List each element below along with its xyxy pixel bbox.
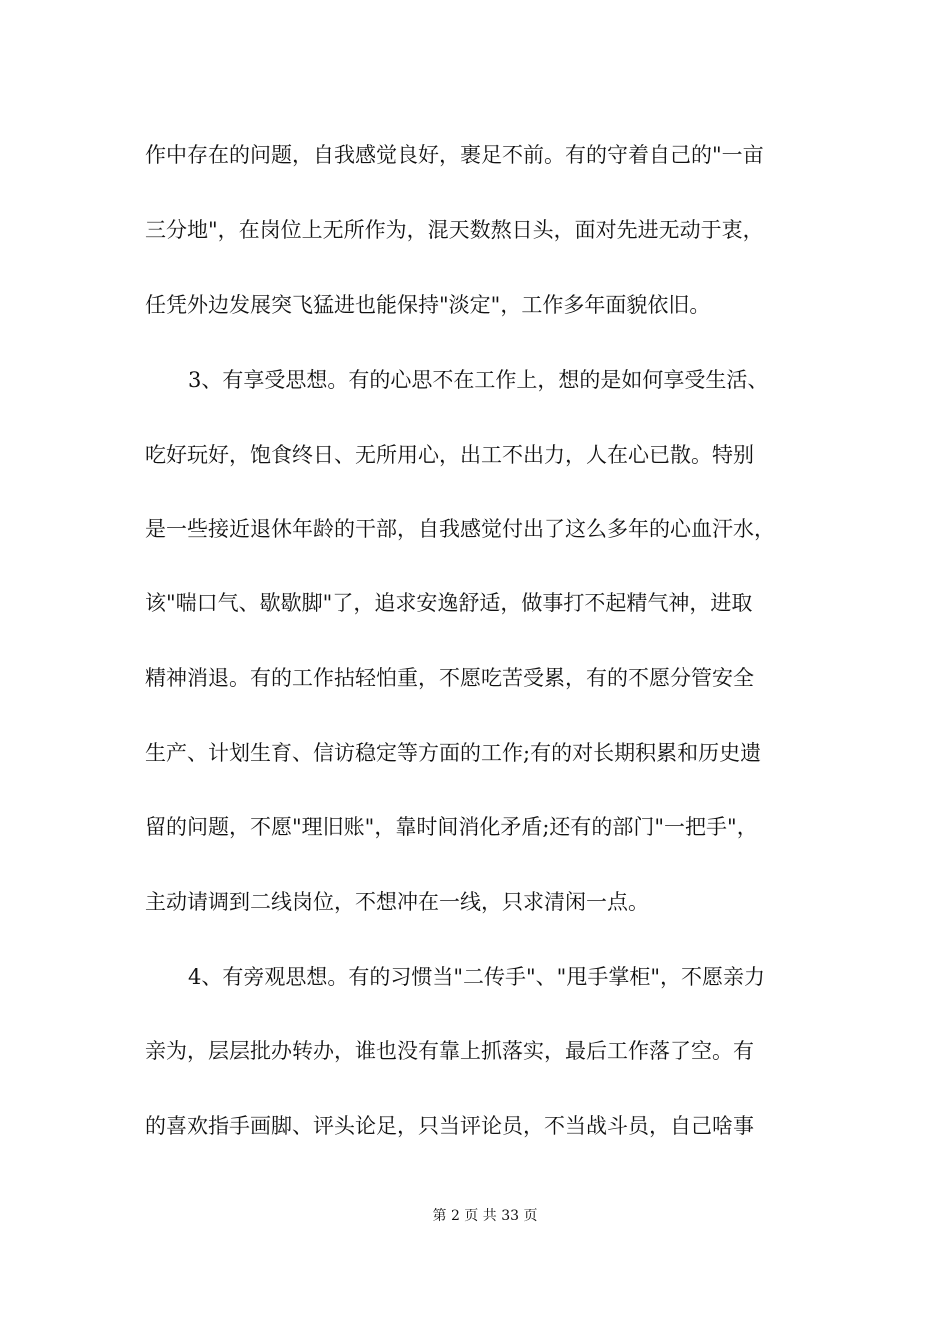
text-line: 的喜欢指手画脚、评头论足，只当评论员，不当战斗员，自己啥事 [145, 1114, 754, 1138]
text-line: 留的问题，不愿"理旧账"，靠时间消化矛盾;还有的部门"一把手"， [145, 815, 758, 839]
page-number-footer: 第 2 页 共 33 页 [432, 1208, 538, 1224]
text-line: 主动请调到二线岗位，不想冲在一线，只求清闲一点。 [145, 890, 649, 914]
text-line: 三分地"，在岗位上无所作为，混天数熬日头，面对先进无动于衷， [145, 218, 764, 242]
text-line: 任凭外边发展突飞猛进也能保持"淡定"，工作多年面貌依旧。 [145, 293, 711, 317]
text-line: 该"喘口气、歇歇脚"了，追求安逸舒适，做事打不起精气神，进取 [145, 591, 753, 615]
text-line: 作中存在的问题，自我感觉良好，裹足不前。有的守着自己的"一亩 [145, 143, 764, 167]
text-line: 精神消退。有的工作拈轻怕重，不愿吃苦受累，有的不愿分管安全 [145, 666, 754, 690]
paragraph-start-line: 4、有旁观思想。有的习惯当"二传手"、"甩手掌柜"，不愿亲力 [188, 965, 765, 989]
text-line: 吃好玩好，饱食终日、无所用心，出工不出力，人在心已散。特别 [145, 443, 754, 467]
text-line: 亲为，层层批办转办，谁也没有靠上抓落实，最后工作落了空。有 [145, 1039, 754, 1063]
paragraph-start-line: 3、有享受思想。有的心思不在工作上，想的是如何享受生活、 [188, 368, 769, 392]
text-line: 是一些接近退休年龄的干部，自我感觉付出了这么多年的心血汗水， [145, 517, 775, 541]
text-line: 生产、计划生育、信访稳定等方面的工作;有的对长期积累和历史遗 [145, 741, 762, 765]
